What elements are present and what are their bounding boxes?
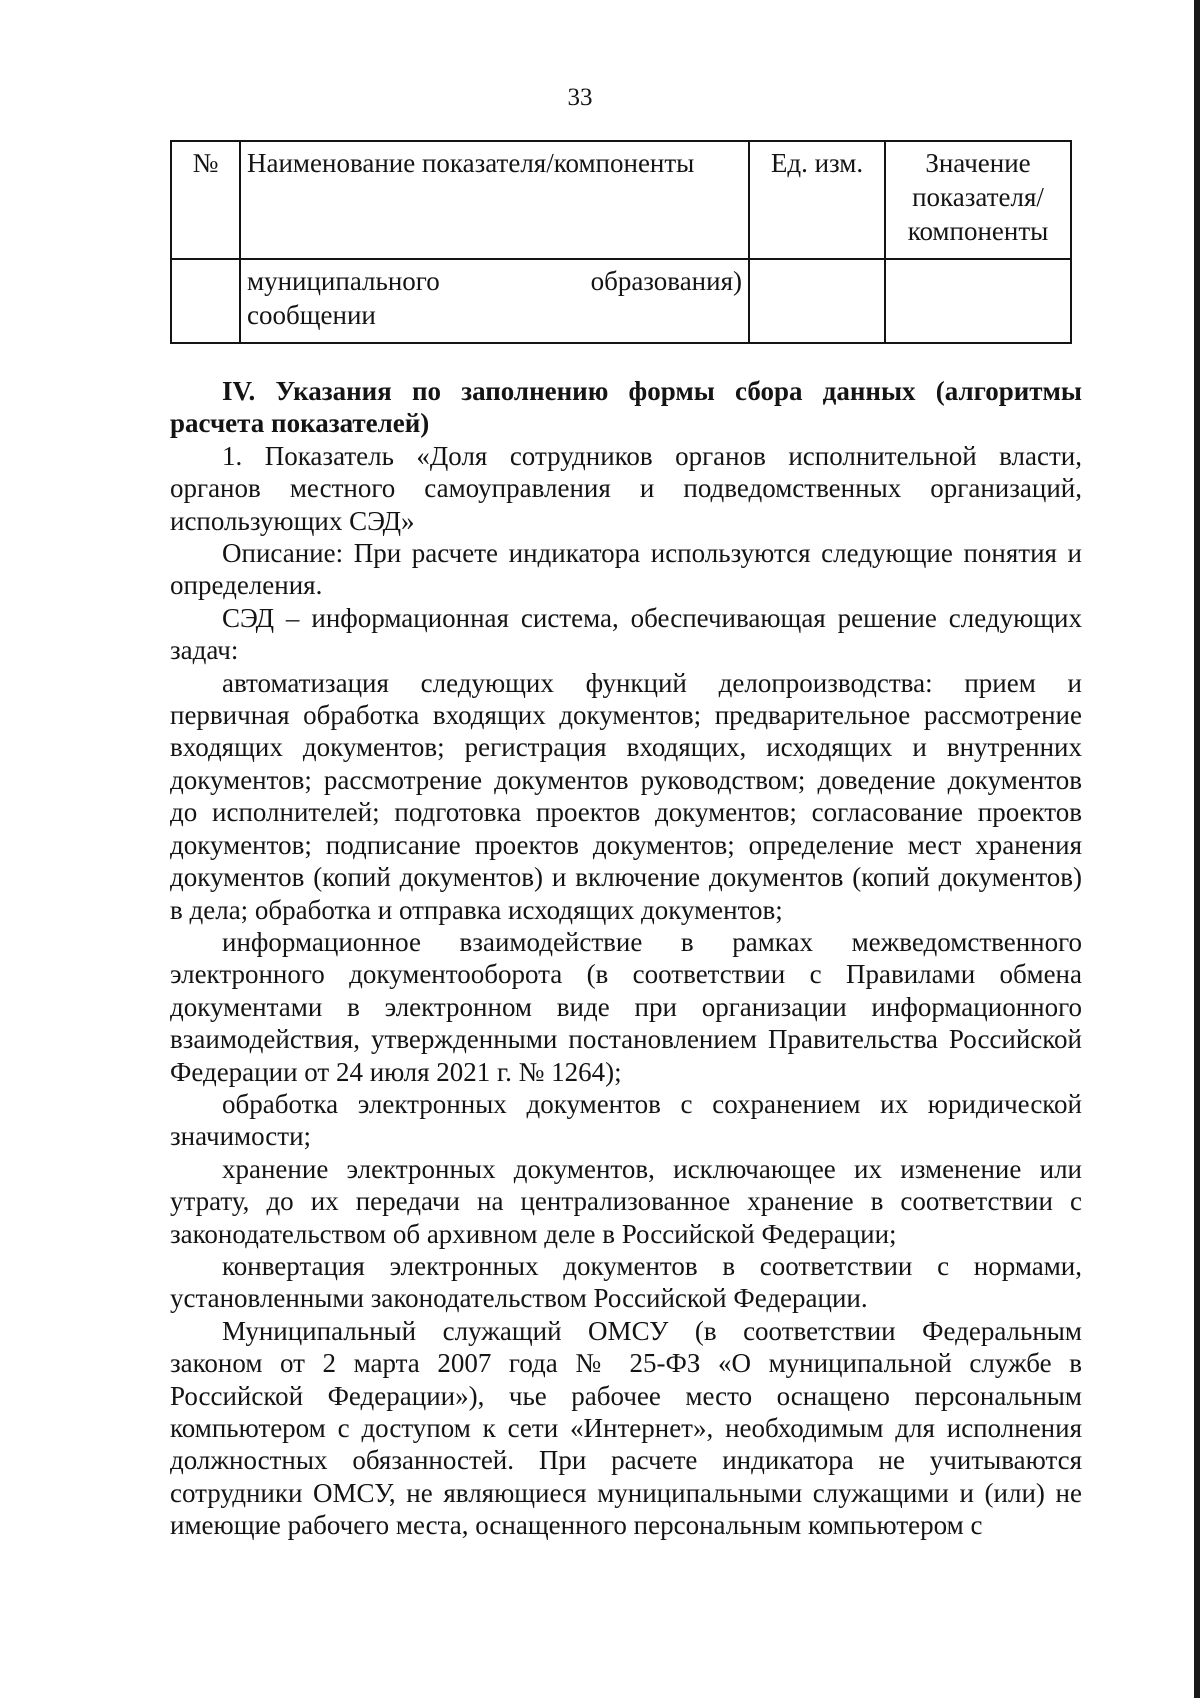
header-name: Наименование показателя/компоненты — [240, 141, 749, 259]
paragraph-conversion: конвертация электронных документов в соответствии с нормами, установленными законодательством Российской Федерации. — [170, 1250, 1082, 1314]
table-header-row — [171, 141, 1071, 259]
header-number: № — [171, 141, 240, 259]
paragraph-municipal-employee: Муниципальный служащий ОМСУ (в соответствии Федеральным законом от 2 марта 2007 года № 25-ФЗ «О муниципальной службе в Российской Федерации»), чье рабочее место оснащено персональным компьютером с доступом к сети «Интернет», необходимым для исполнения должностных обязанностей. При расчете индикатора не учитываются сотрудники ОМСУ, не являющиеся муниципальными служащими и (или) не имеющие рабочего места, оснащенного персональным компьютером с — [170, 1315, 1082, 1541]
paragraph-description: Описание: При расчете индикатора используются следующие понятия и определения. — [170, 538, 1082, 601]
paragraph-storage: хранение электронных документов, исключающее их изменение или утрату, до их передачи на централизованное хранение в соответствии с законодательством об архивном деле в Российской Федерации; — [170, 1153, 1082, 1249]
cell-name-line2: сообщении — [247, 300, 376, 330]
paragraph-interaction: информационное взаимодействие в рамках межведомственного электронного документооборота (в соответствии с Правилами обмена документами в электронном виде при организации информационного взаимодействия, утвержденными постановлением Правительства Российской Федерации от 24 июля 2021 г. № 1264); — [170, 926, 1082, 1087]
page-number: 33 — [567, 84, 593, 111]
cell-name-left: муниципального — [247, 266, 440, 296]
scan-edge — [1194, 0, 1200, 1698]
section-title: IV. Указания по заполнению формы сбора данных (алгоритмы расчета показателей) — [170, 376, 1082, 439]
paragraph-automation: автоматизация следующих функций делопроизводства: прием и первичная обработка входящих документов; предварительное рассмотрение входящих документов; регистрация входящих, исходящих и внутренних документов; рассмотрение документов руководством; доведение документов до исполнителей; подготовка проектов документов; согласование проектов документов; подписание проектов документов; определение мест хранения документов (копий документов) и включение документов (копий документов) в дела; обработка и отправка исходящих документов; — [170, 667, 1082, 925]
document-body — [170, 375, 1082, 1542]
cell-name — [240, 259, 749, 343]
indicators-table — [170, 140, 1072, 344]
cell-number — [171, 259, 240, 343]
cell-name-line1 — [247, 264, 742, 298]
table-row — [171, 259, 1071, 343]
header-unit: Ед. изм. — [749, 141, 885, 259]
cell-value — [885, 259, 1071, 343]
cell-name-right: образования) — [590, 266, 742, 296]
header-value: Значение показателя/ компоненты — [885, 141, 1071, 259]
paragraph-sed-definition: СЭД – информационная система, обеспечивающая решение следующих задач: — [170, 602, 1082, 666]
cell-unit — [749, 259, 885, 343]
paragraph-indicator-title: 1. Показатель «Доля сотрудников органов исполнительной власти, органов местного самоуправления и подведомственных организаций, использующих СЭД» — [170, 440, 1082, 536]
paragraph-processing: обработка электронных документов с сохранением их юридической значимости; — [170, 1088, 1082, 1152]
